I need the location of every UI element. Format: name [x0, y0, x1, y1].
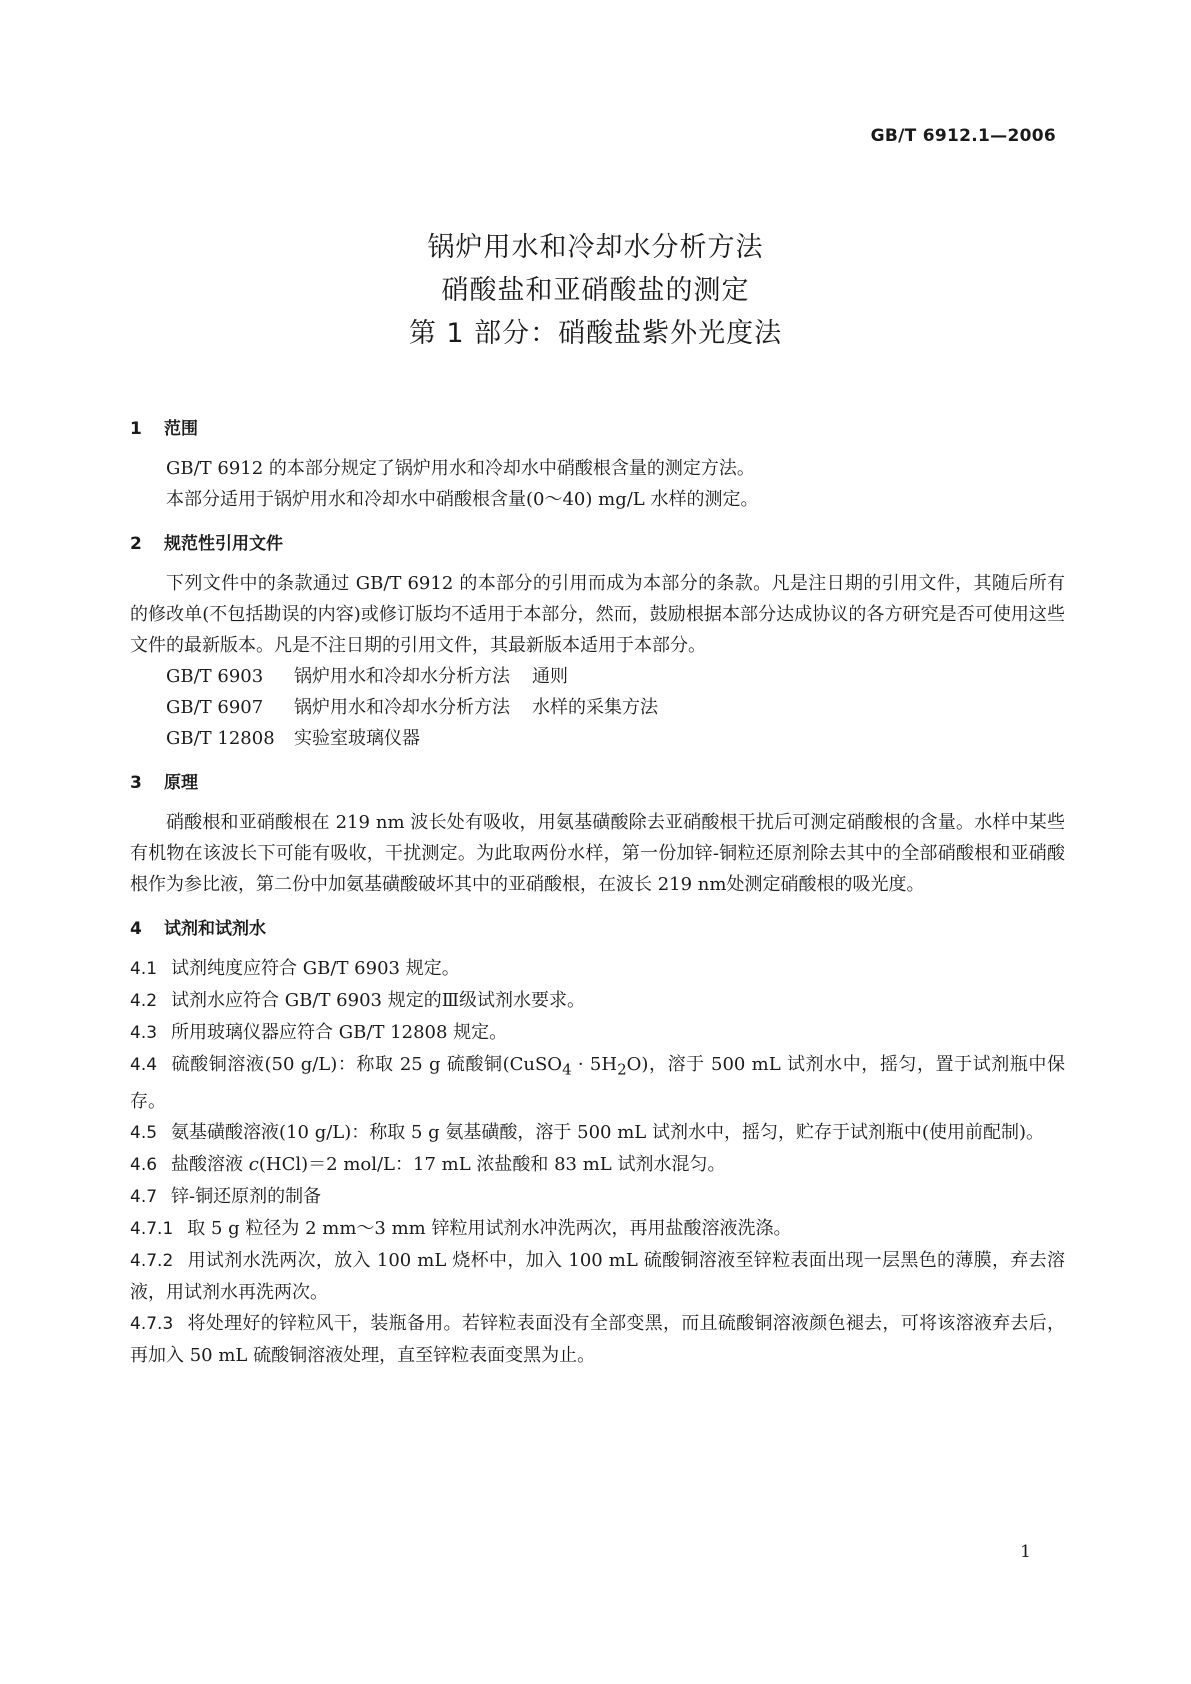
section-title: 原理	[164, 773, 198, 793]
clause-number: 4.7.2	[130, 1250, 174, 1271]
section-title: 规范性引用文件	[164, 534, 283, 554]
clause-text: 取 5 g 粒径为 2 mm～3 mm 锌粒用试剂水冲洗两次，再用盐酸溶液洗涤。	[187, 1217, 792, 1239]
section-title: 范围	[164, 419, 198, 439]
document-title	[0, 226, 1191, 355]
clause-text: O)，溶于 500 mL 试剂水中，摇匀，置于试剂瓶中保存。	[130, 1054, 1065, 1112]
reference-code: GB/T 6907	[166, 697, 264, 718]
clause-text: 锌-铜还原剂的制备	[171, 1185, 322, 1207]
italic-symbol: c	[248, 1153, 259, 1175]
clause-4-5	[130, 1117, 1065, 1149]
title-line-3: 第 1 部分：硝酸盐紫外光度法	[408, 318, 783, 349]
section-heading-principle	[130, 768, 1065, 799]
clause-4-7	[130, 1181, 1065, 1213]
clause-number: 4.7.3	[130, 1313, 174, 1334]
clause-4-4	[130, 1049, 1065, 1117]
reference-item	[130, 692, 1065, 723]
clause-number: 4.6	[130, 1154, 158, 1175]
clause-4-7-2	[130, 1245, 1065, 1308]
page-number: 1	[1020, 1542, 1031, 1562]
reference-name: 锅炉用水和冷却水分析方法	[294, 666, 510, 687]
subscript: 2	[617, 1060, 627, 1079]
clause-4-6	[130, 1149, 1065, 1181]
clause-text: 将处理好的锌粒风干，装瓶备用。若锌粒表面没有全部变黑，而且硫酸铜溶液颜色褪去，可将该溶液弃去后，再加入 50 mL 硫酸铜溶液处理，直至锌粒表面变黑为止。	[130, 1312, 1065, 1366]
reference-subtitle: 通则	[532, 666, 568, 687]
clause-4-7-3	[130, 1308, 1065, 1371]
paragraph: GB/T 6912 的本部分规定了锅炉用水和冷却水中硝酸根含量的测定方法。	[166, 458, 755, 479]
section-number: 3	[130, 773, 142, 793]
clause-number: 4.2	[130, 991, 158, 1011]
section-number: 2	[130, 534, 142, 554]
clause-text: 所用玻璃仪器应符合 GB/T 12808 规定。	[171, 1022, 508, 1043]
document-body	[130, 414, 1065, 1371]
clause-4-1	[130, 953, 1065, 985]
clause-number: 4.1	[130, 959, 158, 979]
paragraph: 本部分适用于锅炉用水和冷却水中硝酸根含量(0～40) mg/L 水样的测定。	[166, 489, 759, 510]
subscript: 4	[562, 1060, 572, 1079]
clause-text: 氨基磺酸溶液(10 g/L)：称取 5 g 氨基磺酸，溶于 500 mL 试剂水中，摇匀，贮存于试剂瓶中(使用前配制)。	[171, 1121, 1044, 1143]
clause-4-7-1	[130, 1213, 1065, 1245]
paragraph: 硝酸根和亚硝酸根在 219 nm 波长处有吸收，用氨基磺酸除去亚硝酸根干扰后可测定硝酸根的含量。水样中某些有机物在该波长下可能有吸收，干扰测定。为此取两份水样，第一份加锌-铜粒还原剂除去其中的全部硝酸根和亚硝酸根作为参比液，第二份中加氨基磺酸破坏其中的亚硝酸根，在波长 219 nm处测定硝酸根的吸光度。	[130, 812, 1065, 895]
standard-code: GB/T 6912.1—2006	[870, 126, 1056, 146]
clause-text: 试剂纯度应符合 GB/T 6903 规定。	[171, 958, 460, 979]
clause-4-3	[130, 1017, 1065, 1049]
reference-code: GB/T 6903	[166, 666, 264, 687]
reference-subtitle: 水样的采集方法	[532, 697, 658, 718]
clause-text: 用试剂水洗两次，放入 100 mL 烧杯中，加入 100 mL 硫酸铜溶液至锌粒表面出现一层黑色的薄膜，弃去溶液，用试剂水再洗两次。	[130, 1249, 1065, 1303]
section-heading-reagents	[130, 914, 1065, 945]
clause-text: 试剂水应符合 GB/T 6903 规定的Ⅲ级试剂水要求。	[171, 990, 586, 1011]
clause-text: · 5H	[571, 1054, 618, 1075]
clause-text: 硫酸铜溶液(50 g/L)：称取 25 g 硫酸铜(CuSO	[171, 1054, 563, 1075]
reference-item	[130, 723, 1065, 754]
clause-number: 4.7	[130, 1186, 158, 1207]
title-line-2: 硝酸盐和亚硝酸盐的测定	[441, 275, 750, 306]
paragraph: 下列文件中的条款通过 GB/T 6912 的本部分的引用而成为本部分的条款。凡是注日期的引用文件，其随后所有的修改单(不包括勘误的内容)或修订版均不适用于本部分，然而，鼓励根据本部分达成协议的各方研究是否可使用这些文件的最新版本。凡是不注日期的引用文件，其最新版本适用于本部分。	[130, 573, 1065, 656]
clause-4-2	[130, 985, 1065, 1017]
clause-number: 4.7.1	[130, 1218, 174, 1239]
section-number: 4	[130, 919, 142, 939]
reference-name: 实验室玻璃仪器	[294, 728, 420, 749]
clause-number: 4.5	[130, 1122, 158, 1143]
clause-text: (HCl)＝2 mol/L：17 mL 浓盐酸和 83 mL 试剂水混匀。	[258, 1153, 726, 1175]
section-heading-scope	[130, 414, 1065, 445]
section-heading-normative-references	[130, 529, 1065, 560]
title-line-1: 锅炉用水和冷却水分析方法	[427, 232, 764, 263]
section-title: 试剂和试剂水	[164, 919, 266, 939]
clause-number: 4.4	[130, 1055, 158, 1075]
clause-text: 盐酸溶液	[171, 1153, 249, 1175]
clause-number: 4.3	[130, 1023, 158, 1043]
section-number: 1	[130, 419, 142, 439]
reference-code: GB/T 12808	[166, 728, 275, 749]
reference-name: 锅炉用水和冷却水分析方法	[294, 697, 510, 718]
reference-item	[130, 661, 1065, 692]
